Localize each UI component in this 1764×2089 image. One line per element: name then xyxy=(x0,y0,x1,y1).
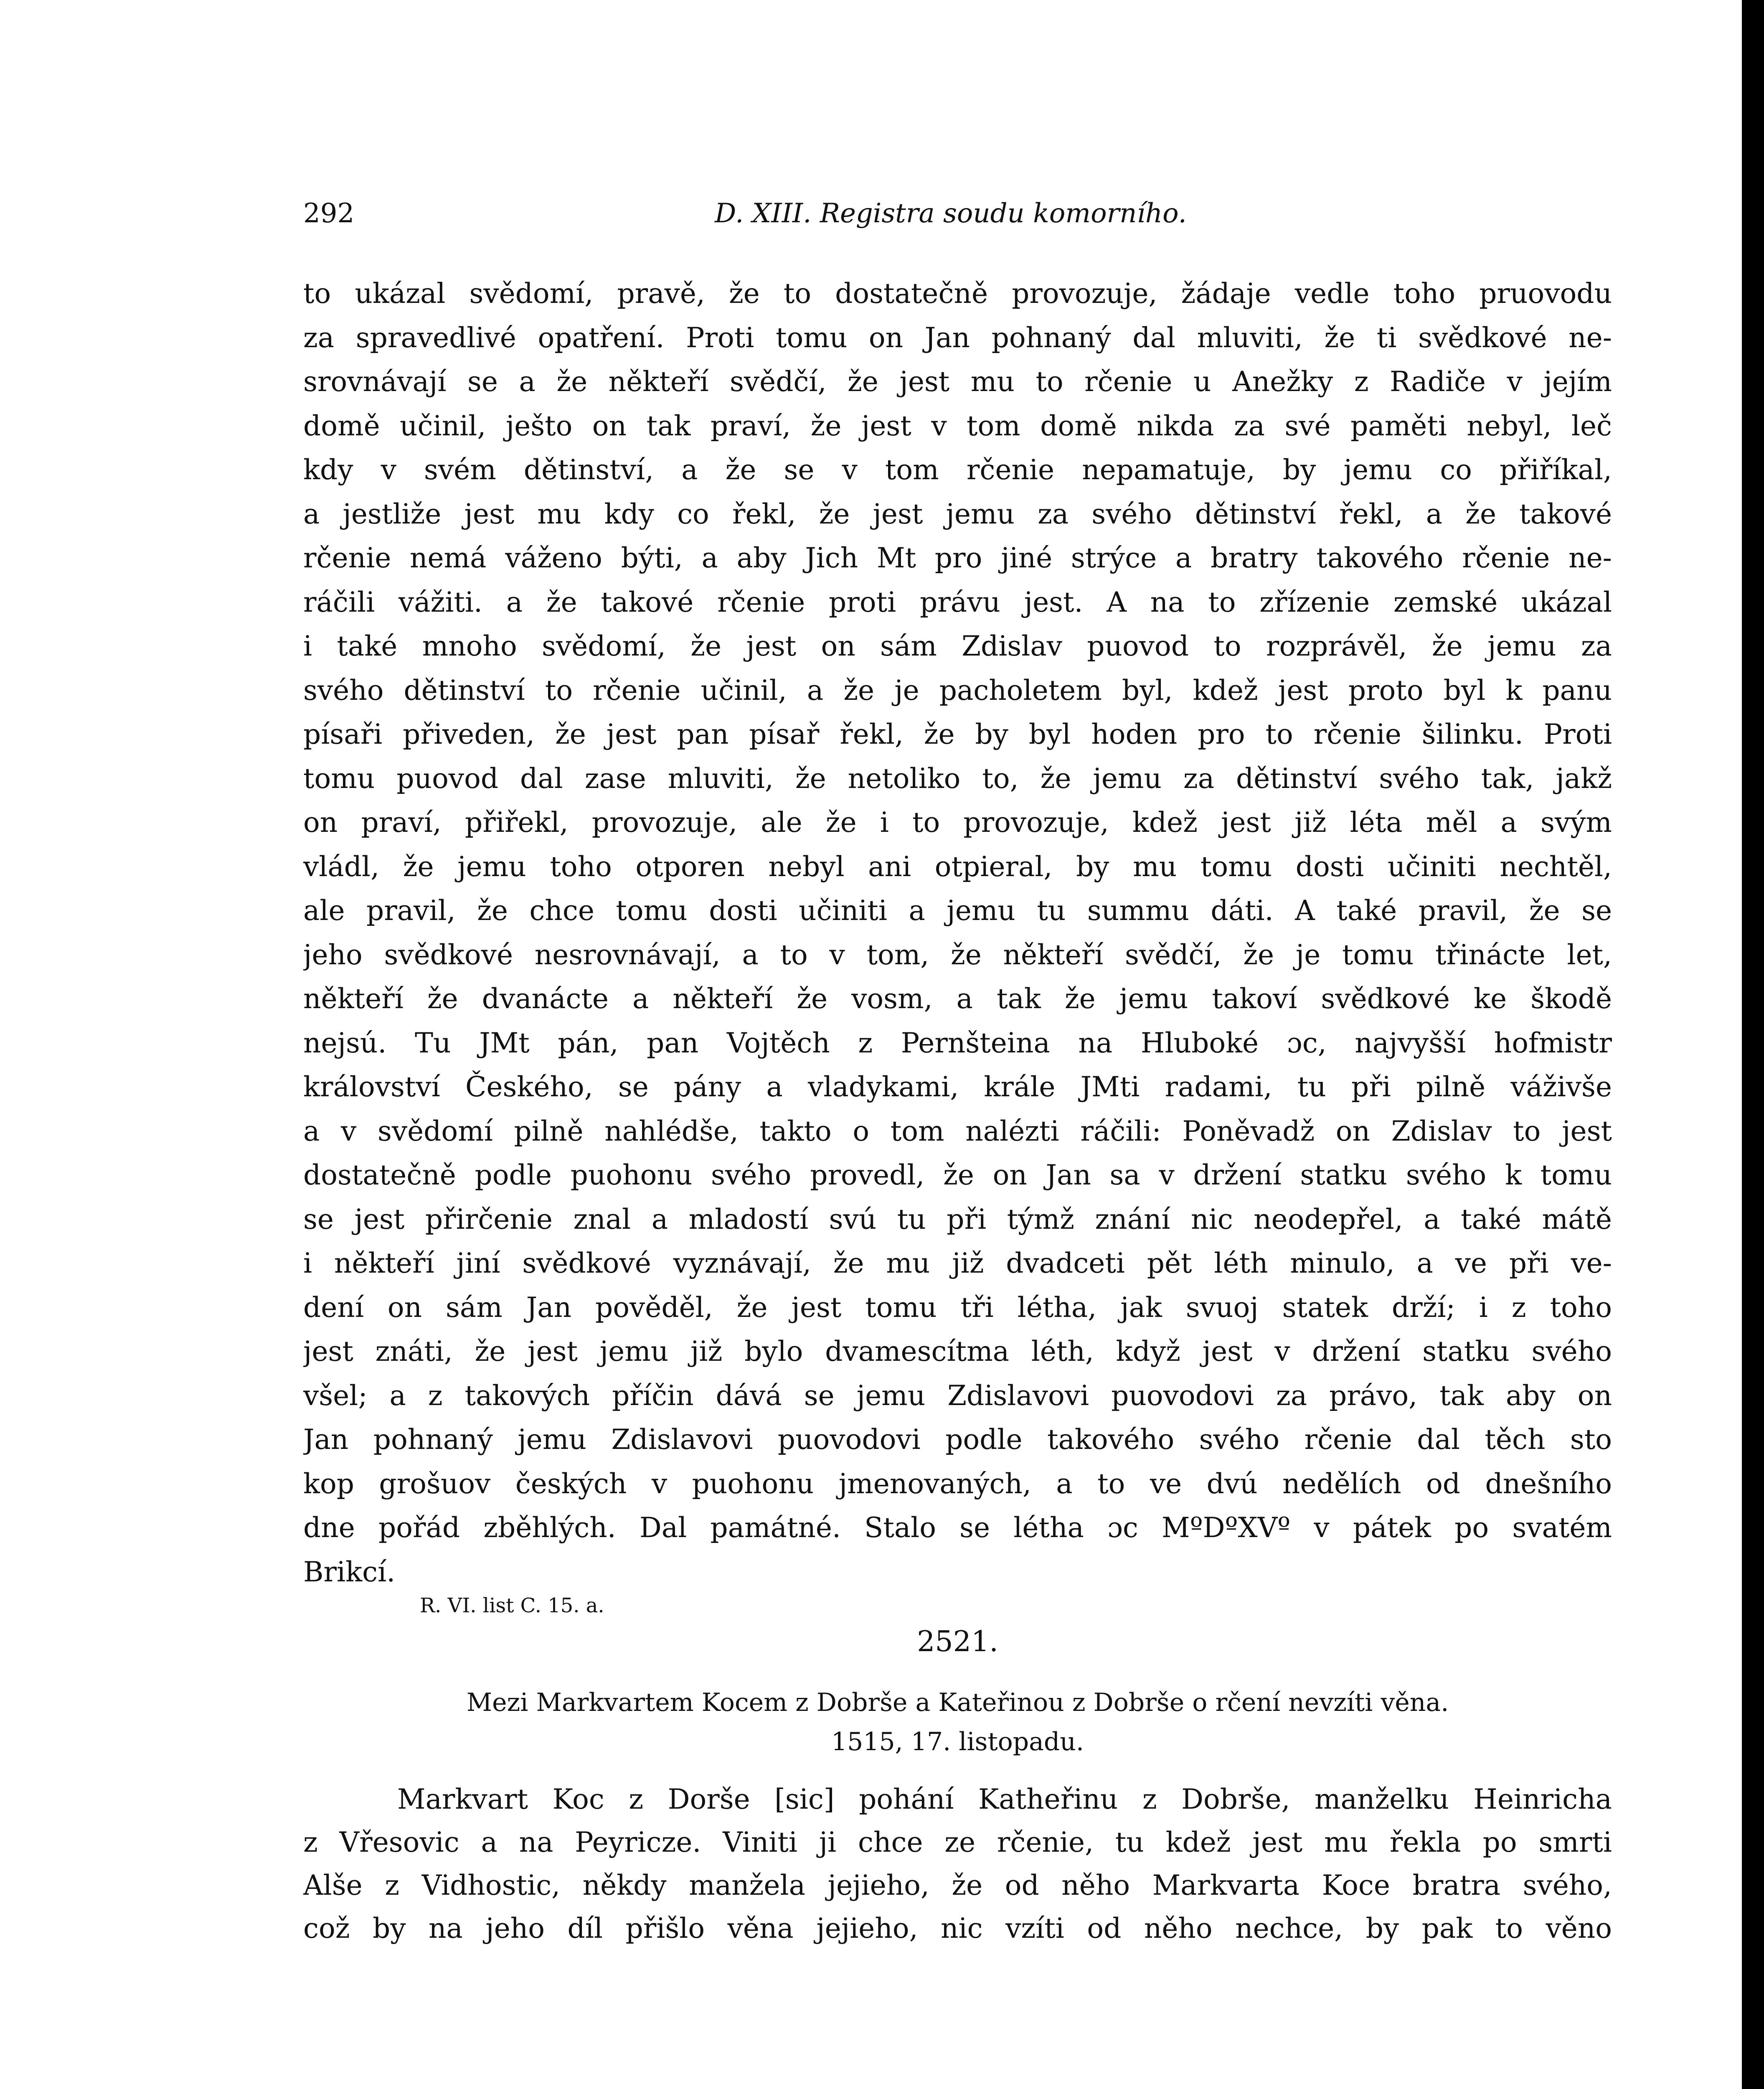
text-line: což by na jeho díl přišlo věna jejieho, nic vzíti od něho nechce, by pak to věno xyxy=(303,1912,1612,1944)
text-line: kdy v svém dětinství, a že se v tom rčenie nepamatuje, by jemu co přiříkal, xyxy=(303,454,1612,486)
page-number: 292 xyxy=(303,198,355,229)
text-line: i také mnoho svědomí, že jest on sám Zdislav puovod to rozprávěl, že jemu za xyxy=(303,630,1612,662)
page-header xyxy=(303,198,1612,244)
text-line: se jest přirčenie znal a mladostí svú tu při týmž znání nic neodepřel, a také mátě xyxy=(303,1203,1612,1235)
text-line: a jestliže jest mu kdy co řekl, že jest jemu za svého dětinství řekl, a že takové xyxy=(303,498,1612,530)
text-line: Jan pohnaný jemu Zdislavovi puovodovi podle takového svého rčenie dal těch sto xyxy=(303,1423,1612,1456)
record-title: Mezi Markvartem Kocem z Dobrše a Kateřinou z Dobrše o rčení nevzíti věna. xyxy=(466,1688,1449,1717)
text-line: svého dětinství to rčenie učinil, a že je pacholetem byl, kdež jest proto byl k panu xyxy=(303,674,1612,706)
text-line: srovnávají se a že někteří svědčí, že jest mu to rčenie u Anežky z Radiče v jejím xyxy=(303,366,1612,398)
text-line: vládl, že jemu toho otporen nebyl ani otpieral, by mu tomu dosti učiniti nechtěl, xyxy=(303,850,1612,883)
text-line: tomu puovod dal zase mluviti, že netoliko to, že jemu za dětinství svého tak, jakž xyxy=(303,762,1612,795)
text-line: kop grošuov českých v puohonu jmenovaných, a to ve dvú nedělích od dnešního xyxy=(303,1467,1612,1500)
text-line: Markvart Koc z Dorše [sic] pohání Katheřinu z Dobrše, manželku Heinricha xyxy=(397,1783,1612,1815)
text-line: Brikcí. xyxy=(303,1555,396,1588)
text-line: někteří že dvanácte a někteří že vosm, a tak že jemu takoví svědkové ke škodě xyxy=(303,983,1612,1015)
text-line: rčenie nemá váženo býti, a aby Jich Mt pro jiné strýce a bratry takového rčenie ne- xyxy=(303,542,1612,574)
running-title: D. XIII. Registra soudu komorního. xyxy=(715,198,1187,229)
text-line: jest znáti, že jest jemu již bylo dvamescítma léth, když jest v držení statku svého xyxy=(303,1335,1612,1367)
text-line: nejsú. Tu JMt pán, pan Vojtěch z Pernšteina na Hluboké ɔc, najvyšší hofmistr xyxy=(303,1027,1612,1059)
text-line: ráčili vážiti. a že takové rčenie proti právu jest. A na to zřízenie zemské ukázal xyxy=(303,586,1612,618)
source-reference: R. VI. list C. 15. a. xyxy=(420,1594,604,1617)
text-line: to ukázal svědomí, pravě, že to dostatečně provozuje, žádaje vedle toho pruovodu xyxy=(303,277,1612,310)
text-line: Alše z Vidhostic, někdy manžela jejieho, že od něho Markvarta Koce bratra svého, xyxy=(303,1869,1612,1901)
record-number: 2521. xyxy=(917,1625,998,1658)
text-line: domě učinil, ješto on tak praví, že jest v tom domě nikda za své paměti nebyl, leč xyxy=(303,409,1612,442)
scan-edge-band xyxy=(1742,0,1764,2089)
text-line: dení on sám Jan pověděl, že jest tomu tři létha, jak svuoj statek drží; i z toho xyxy=(303,1291,1612,1324)
record-text-block xyxy=(303,1778,1612,1950)
text-line: dne pořád zběhlých. Dal památné. Stalo se létha ɔc MºDºXVº v pátek po svatém xyxy=(303,1512,1612,1544)
text-line: ale pravil, že chce tomu dosti učiniti a jemu tu summu dáti. A také pravil, že se xyxy=(303,895,1612,927)
main-text-block xyxy=(303,272,1612,1594)
text-line: a v svědomí pilně nahlédše, takto o tom nalézti ráčili: Poněvadž on Zdislav to jest xyxy=(303,1115,1612,1147)
text-line: jeho svědkové nesrovnávají, a to v tom, že někteří svědčí, že je tomu třinácte let, xyxy=(303,938,1612,971)
text-line: on praví, přiřekl, provozuje, ale že i to provozuje, kdež jest již léta měl a svým xyxy=(303,806,1612,839)
text-line: za spravedlivé opatření. Proti tomu on Jan pohnaný dal mluviti, že ti svědkové ne- xyxy=(303,321,1612,354)
text-line: i někteří jiní svědkové vyznávají, že mu již dvadceti pět léth minulo, a ve při ve- xyxy=(303,1247,1612,1279)
text-line: království Českého, se pány a vladykami, krále JMti radami, tu při pilně váživše xyxy=(303,1071,1612,1103)
text-line: všel; a z takových příčin dává se jemu Zdislavovi puovodovi za právo, tak aby on xyxy=(303,1379,1612,1412)
text-line: z Vřesovic a na Peyricze. Viniti ji chce ze rčenie, tu kdež jest mu řekla po smrti xyxy=(303,1826,1612,1858)
text-line: písaři přiveden, že jest pan písař řekl, že by byl hoden pro to rčenie šilinku. Proti xyxy=(303,718,1612,750)
text-line: dostatečně podle puohonu svého provedl, že on Jan sa v držení statku svého k tomu xyxy=(303,1159,1612,1191)
record-date: 1515, 17. listopadu. xyxy=(831,1727,1084,1756)
